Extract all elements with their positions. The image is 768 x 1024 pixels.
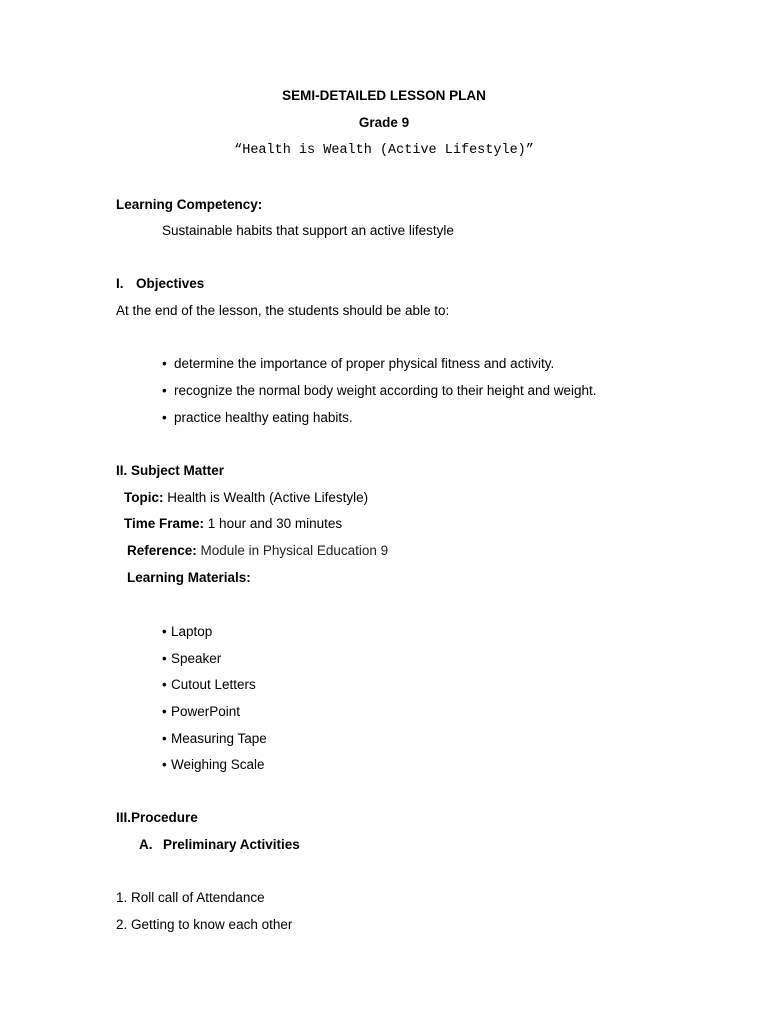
material-text: Cutout Letters	[171, 677, 256, 692]
bullet-icon: •	[162, 356, 167, 371]
material-item	[162, 757, 265, 773]
material-item	[162, 624, 212, 640]
objectives-title: Objectives	[136, 276, 205, 291]
bullet-icon: •	[162, 624, 167, 639]
material-text: Speaker	[171, 651, 222, 666]
objectives-number: I.	[116, 276, 124, 291]
time-frame-line	[124, 516, 342, 532]
learning-materials-label: Learning Materials:	[127, 570, 251, 585]
competency-text: Sustainable habits that support an active lifestyle	[162, 223, 454, 238]
material-item	[162, 731, 267, 747]
objective-item	[162, 410, 353, 426]
material-text: Laptop	[171, 624, 213, 639]
material-text: PowerPoint	[171, 704, 241, 719]
objective-text: practice healthy eating habits.	[174, 410, 353, 425]
material-item	[162, 677, 256, 693]
document-title: SEMI-DETAILED LESSON PLAN	[282, 88, 486, 103]
material-text: Measuring Tape	[171, 731, 267, 746]
bullet-icon: •	[162, 704, 167, 719]
bullet-icon: •	[162, 410, 167, 425]
objective-text: recognize the normal body weight according to their height and weight.	[174, 383, 597, 398]
bullet-icon: •	[162, 677, 167, 692]
topic-line	[124, 490, 368, 506]
subject-matter-heading: II. Subject Matter	[116, 463, 225, 478]
topic-label: Topic:	[124, 490, 164, 505]
time-frame-label: Time Frame:	[124, 516, 205, 531]
bullet-icon: •	[162, 731, 167, 746]
reference-label: Reference:	[127, 543, 197, 558]
bullet-icon: •	[162, 651, 167, 666]
procedure-step: 2. Getting to know each other	[116, 917, 293, 932]
competency-heading: Learning Competency:	[116, 197, 263, 212]
objective-item	[162, 383, 597, 399]
objectives-intro: At the end of the lesson, the students should be able to:	[116, 303, 450, 318]
preliminary-title: Preliminary Activities	[163, 837, 300, 852]
objective-text: determine the importance of proper physical fitness and activity.	[174, 356, 555, 371]
bullet-icon: •	[162, 757, 167, 772]
topic-value: Health is Wealth (Active Lifestyle)	[167, 490, 369, 505]
bullet-icon: •	[162, 383, 167, 398]
procedure-heading: III.Procedure	[116, 810, 198, 825]
objectives-heading	[116, 276, 204, 292]
procedure-step: 1. Roll call of Attendance	[116, 890, 265, 905]
objective-item	[162, 356, 554, 372]
lesson-title: “Health is Wealth (Active Lifestyle)”	[234, 143, 534, 158]
preliminary-letter: A.	[139, 837, 153, 852]
material-text: Weighing Scale	[171, 757, 265, 772]
material-item	[162, 704, 240, 720]
grade-label: Grade 9	[358, 115, 410, 130]
time-frame-value: 1 hour and 30 minutes	[207, 516, 343, 531]
reference-value: Module in Physical Education 9	[200, 543, 389, 558]
preliminary-heading	[139, 837, 300, 853]
reference-line	[127, 543, 388, 559]
material-item	[162, 651, 221, 667]
